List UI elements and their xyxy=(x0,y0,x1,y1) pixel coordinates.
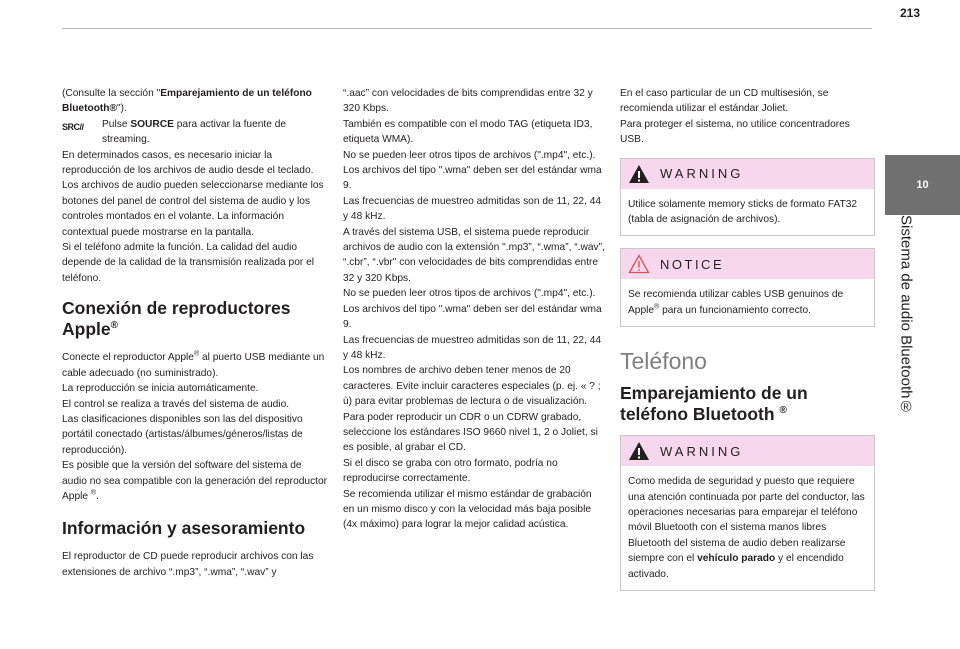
text: Es posible que la versión del software del sistema de audio no sea compatible con la generación del reproductor Apple xyxy=(62,460,328,502)
bold-text: SOURCE xyxy=(130,118,174,130)
text: para un funcionamiento correcto. xyxy=(659,304,812,316)
paragraph: No se pueden leer otros tipos de archivos (".mp4", etc.). xyxy=(343,288,596,300)
text: Como medida de seguridad y puesto que requiere una atención continuada por parte del conductor, las operaciones necesarias para emparejar el teléfono móvil Bluetooth con el sistema manos libres Bluetooth del sistema de audio deben realizarse siempre con el xyxy=(628,476,865,565)
column-1 xyxy=(62,86,328,580)
superscript: ® xyxy=(110,320,118,332)
warning-box-2 xyxy=(620,435,875,591)
bold-text: Emparejamiento de un teléfono Bluetooth® xyxy=(62,88,312,115)
notice-triangle-icon xyxy=(628,254,650,274)
paragraph: Las clasificaciones disponibles son las del dispositivo portátil conectado (artistas/álbumes/géneros/listas de reproducción). xyxy=(62,413,303,456)
notice-title: NOTICE xyxy=(660,256,725,272)
notice-text xyxy=(621,279,874,326)
heading-text: Conexión de reproductores Apple xyxy=(62,298,291,340)
warning-header xyxy=(621,436,874,466)
warning-title: WARNING xyxy=(660,443,744,459)
warning-header xyxy=(621,159,874,189)
paragraph: No se pueden leer otros tipos de archivos (".mp4", etc.). xyxy=(343,149,596,161)
notice-header xyxy=(621,249,874,279)
warning-box xyxy=(620,158,875,237)
text: "). xyxy=(117,103,127,115)
paragraph xyxy=(62,350,328,381)
text: . xyxy=(96,490,99,502)
heading-text: Emparejamiento de un teléfono Bluetooth xyxy=(620,383,808,425)
paragraph: Las frecuencias de muestreo admitidas son de 11, 22, 44 y 48 kHz. xyxy=(343,334,602,361)
warning-triangle-icon xyxy=(628,441,650,461)
chapter-heading-telefono: Teléfono xyxy=(620,348,707,375)
paragraph: También es compatible con el modo TAG (etiqueta ID3, etiqueta WMA). xyxy=(343,118,593,146)
superscript: ® xyxy=(654,303,660,311)
text: al puerto USB mediante un cable adecuado (no suministrado). xyxy=(62,352,325,379)
paragraph: Los archivos del tipo ".wma" deben ser del estándar wma 9. xyxy=(343,303,602,331)
paragraph xyxy=(102,117,328,148)
paragraph: La reproducción se inicia automáticamente. xyxy=(62,383,259,395)
text: Pulse xyxy=(102,118,131,130)
source-instruction xyxy=(62,117,328,148)
text: (Consulte la sección " xyxy=(62,88,161,99)
section-heading-info: Información y asesoramiento xyxy=(62,518,306,539)
paragraph: Si el disco se graba con otro formato, podría no reproducirse correctamente. xyxy=(343,457,558,485)
paragraph: Los nombres de archivo deben tener menos de 20 caracteres. Evite incluir caracteres especiales (p. ej. « ? ; ù) para evitar problemas de lectura o de visualización. xyxy=(343,365,601,408)
warning-title: WARNING xyxy=(660,165,744,181)
superscript: ® xyxy=(90,489,97,497)
top-rule xyxy=(62,28,872,29)
paragraph: “.aac” con velocidades de bits comprendidas entre 32 y 320 Kbps. xyxy=(343,88,593,115)
paragraph: Las frecuencias de muestreo admitidas son de 11, 22, 44 y 48 kHz. xyxy=(343,195,602,223)
notice-box xyxy=(620,248,875,327)
paragraph: En determinados casos, es necesario iniciar la reproducción de los archivos de audio desde el teclado. xyxy=(62,149,314,177)
paragraph: En el caso particular de un CD multisesión, se recomienda utilizar el estándar Joliet. xyxy=(620,88,829,115)
text: Se recomienda utilizar cables USB genuinos de Apple xyxy=(628,289,844,316)
section-heading-apple xyxy=(62,298,328,340)
warning-text xyxy=(621,466,874,590)
source-button-icon: SRC// xyxy=(62,121,84,132)
column-2 xyxy=(343,86,605,533)
column-3 xyxy=(620,86,875,591)
paragraph: Los archivos del tipo ".wma" deben ser del estándar wma 9. xyxy=(343,165,602,192)
paragraph: Para proteger el sistema, no utilice concentradores USB. xyxy=(620,118,850,146)
text: y el encendido activado. xyxy=(628,553,844,580)
paragraph: Si el teléfono admite la función. La calidad del audio depende de la calidad de la transmisión realizada por el teléfono. xyxy=(62,242,315,284)
paragraph: Para poder reproducir un CDR o un CDRW grabado, seleccione los estándares ISO 9660 nivel 1, 2 o Joliet, si es posible, al grabar el CD. xyxy=(343,411,598,454)
chapter-tab[interactable]: 10 xyxy=(885,155,960,215)
warning-text: Utilice solamente memory sticks de formato FAT32 (tabla de asignación de archivos). xyxy=(628,198,858,226)
superscript: ® xyxy=(779,405,787,417)
section-heading-pairing xyxy=(620,383,875,425)
page-number: 213 xyxy=(900,6,921,20)
paragraph: Los archivos de audio pueden seleccionarse mediante los botones del panel de control del sistema de audio y los controles montados en el volante. La información contextual puede mostrarse en la pantalla. xyxy=(62,180,324,238)
paragraph: El control se realiza a través del sistema de audio. xyxy=(62,398,290,410)
chapter-title: Sistema de audio Bluetooth® xyxy=(897,215,915,416)
paragraph xyxy=(62,458,328,504)
paragraph: A través del sistema USB, el sistema puede reproducir archivos de audio con la extensión ".mp3”, “.wma”, “.wav”, “.cbr”, “.vbr" con velocidades de bits comprendidas entre 32 y 320 Kbps. xyxy=(343,226,605,284)
text: Conecte el reproductor Apple xyxy=(62,352,194,364)
text: para activar la fuente de streaming. xyxy=(102,118,287,146)
bold-text: vehículo parado xyxy=(697,553,776,565)
warning-triangle-icon xyxy=(628,164,650,184)
paragraph: Se recomienda utilizar el mismo estándar de grabación en un mismo disco y con la velocidad más baja posible (4x máximo) para lograr la mejor calidad acústica. xyxy=(343,488,592,531)
paragraph: El reproductor de CD puede reproducir archivos con las extensiones de archivo “.mp3”, “.wma”, “.wav” y xyxy=(62,551,314,578)
paragraph xyxy=(62,86,328,117)
superscript: ® xyxy=(193,350,200,358)
